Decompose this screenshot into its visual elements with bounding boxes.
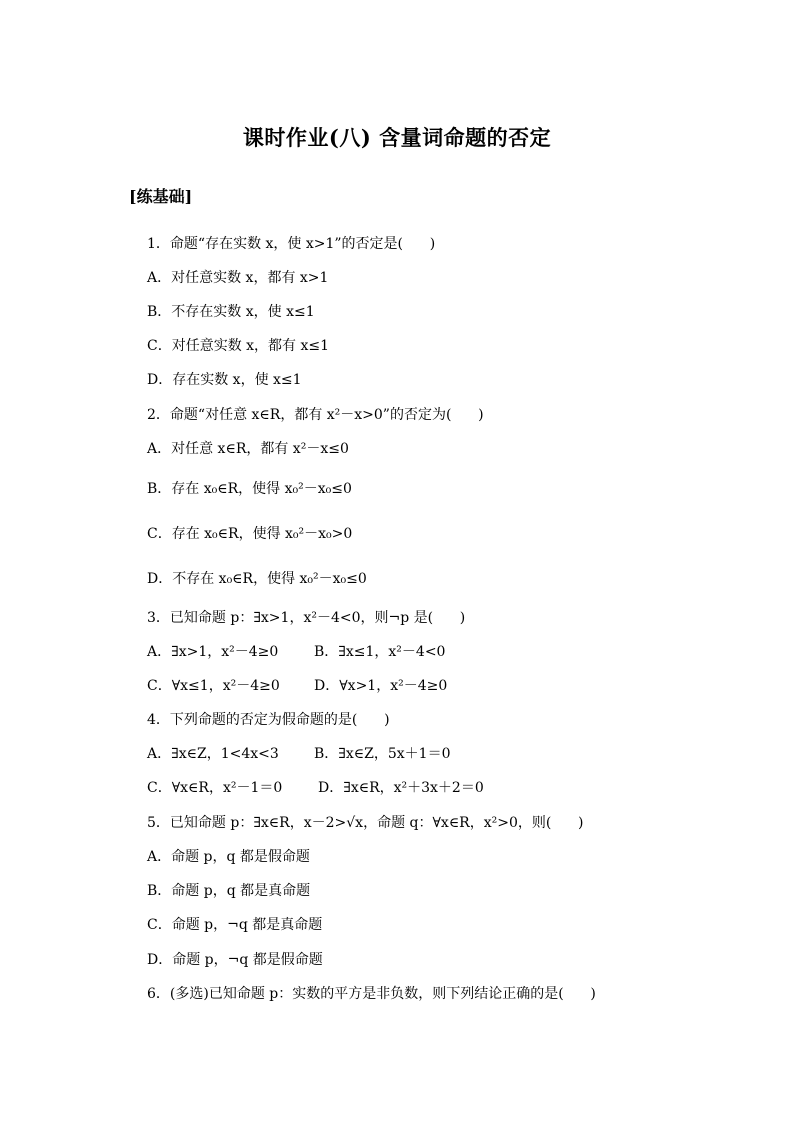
question-2-option-c: C．存在 x₀∈R，使得 x₀²－x₀>0 [147, 526, 353, 542]
question-5-option-a: A．命题 p，q 都是假命题 [147, 849, 310, 865]
question-1-option-d: D．存在实数 x，使 x≤1 [147, 372, 302, 388]
question-4-stem: 4．下列命题的否定为假命题的是( ) [147, 712, 390, 728]
question-2-option-d: D．不存在 x₀∈R，使得 x₀²－x₀≤0 [147, 571, 367, 587]
question-1-option-c: C．对任意实数 x，都有 x≤1 [147, 338, 330, 354]
question-2-option-b: B．存在 x₀∈R，使得 x₀²－x₀≤0 [147, 481, 352, 497]
question-3-stem: 3．已知命题 p：∃x>1，x²－4<0，则¬p 是( ) [147, 610, 466, 626]
question-4-option-d: D．∃x∈R，x²＋3x＋2＝0 [318, 780, 484, 796]
question-2-stem: 2．命题“对任意 x∈R，都有 x²－x>0”的否定为( ) [147, 407, 484, 423]
question-3-option-c: C．∀x≤1，x²－4≥0 [147, 678, 280, 694]
question-5-option-c: C．命题 p，¬q 都是真命题 [147, 917, 323, 933]
question-3-option-d: D．∀x>1，x²－4≥0 [314, 678, 448, 694]
document-title: 课时作业(八) 含量词命题的否定 [242, 125, 552, 150]
question-2-option-a: A．对任意 x∈R，都有 x²－x≤0 [147, 441, 349, 457]
question-6-stem: 6．(多选)已知命题 p：实数的平方是非负数，则下列结论正确的是( ) [147, 986, 596, 1002]
question-3-option-b: B．∃x≤1，x²－4<0 [314, 644, 446, 660]
question-1-option-b: B．不存在实数 x，使 x≤1 [147, 304, 315, 320]
question-4-option-a: A．∃x∈Z，1<4x<3 [147, 746, 279, 762]
question-1-stem: 1．命题“存在实数 x，使 x>1”的否定是( ) [147, 236, 436, 252]
question-3-option-a: A．∃x>1，x²－4≥0 [147, 644, 279, 660]
question-1-option-a: A．对任意实数 x，都有 x>1 [147, 270, 329, 286]
question-4-option-c: C．∀x∈R，x²－1＝0 [147, 780, 283, 796]
section-heading: [练基础] [129, 187, 193, 206]
question-5-stem: 5．已知命题 p：∃x∈R，x－2>√x，命题 q：∀x∈R，x²>0，则( ) [147, 815, 584, 831]
question-5-option-b: B．命题 p，q 都是真命题 [147, 883, 311, 899]
question-4-option-b: B．∃x∈Z，5x＋1＝0 [314, 746, 451, 762]
question-5-option-d: D．命题 p，¬q 都是假命题 [147, 952, 323, 968]
